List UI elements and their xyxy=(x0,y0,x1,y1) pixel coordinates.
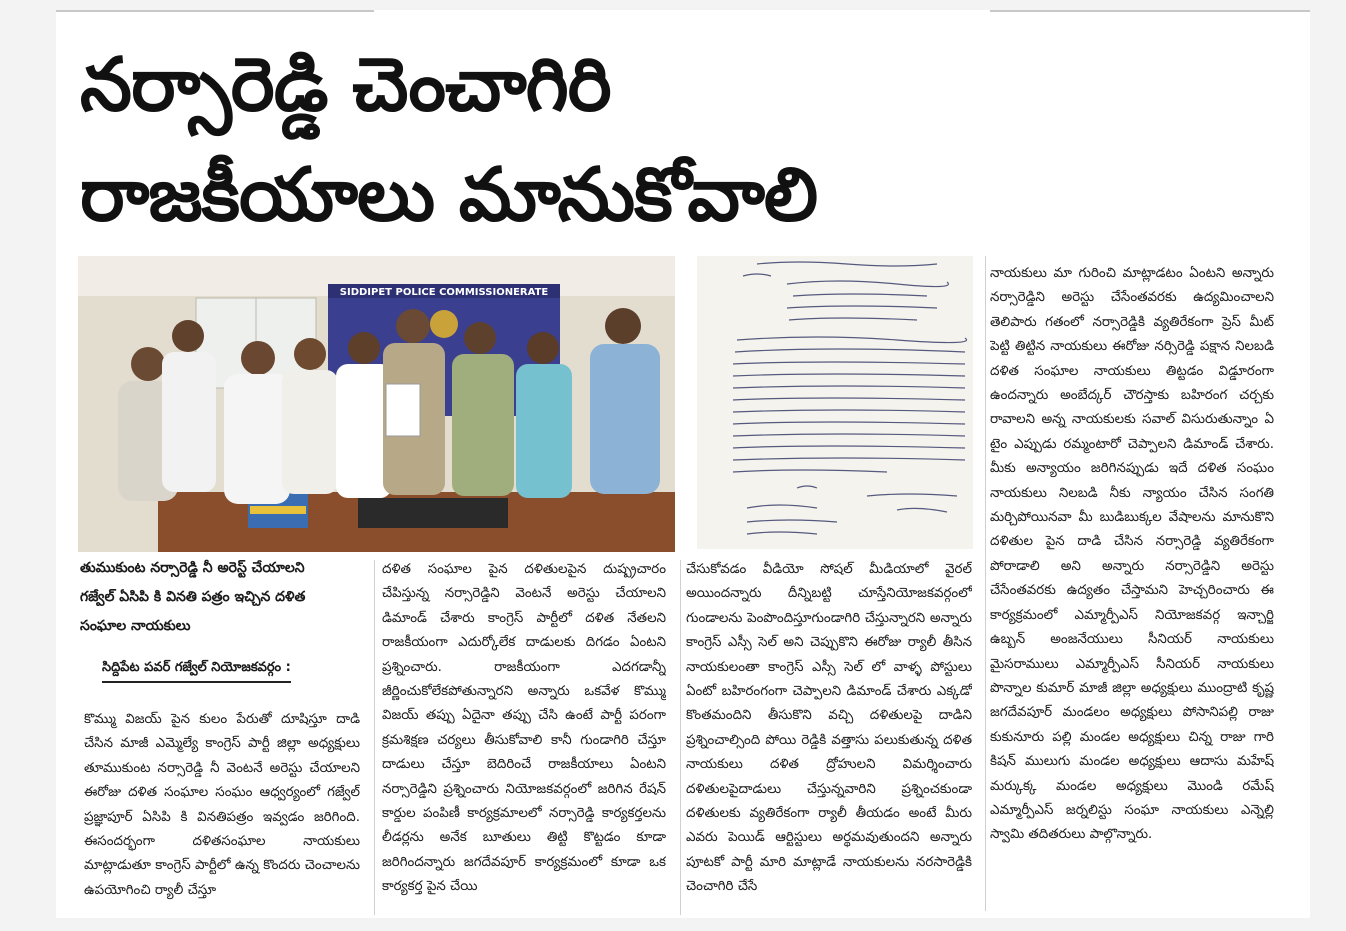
article-column-4-text: నాయకులు మా గురించి మాట్లాడటం ఏంటని అన్నారు నర్సారెడ్డిని అరెస్టు చేసేంతవరకు ఉద్యమించాలని తెలిపారు గతంలో నర్సారెడ్డికి వ్యతిరేకంగా ప్రెస్ మీట్ పెట్టి తిట్టిన నాయకులు ఈరోజు నర్సిరెడ్డి పక్షాన నిలబడి దళిత సంఘాల నాయకులు తిట్టడం విడ్డూరంగా ఉందన్నారు అంబేద్కర్ చౌరస్తాకు బహిరంగ చర్చకు రావాలని అన్న నాయకులకు సవాల్ విసురుతున్నాం ఏ టైం ఎప్పుడు రమ్మంటారో చెప్పాలని డిమాండ్ చేశారు. మీకు అన్యాయం జరిగినప్పుడు ఇదే దళిత సంఘం నాయకులు నిలబడి నీకు న్యాయం చేసిన సంగతి మర్చిపోయినవా మీ బుడిబుక్కల వేషాలను మానుకొని దళితుల పైన దాడి చేసిన నర్సారెడ్డి వ్యతిరేకంగా పోరాడాలి అని అన్నారు నర్సారెడ్డిని అరెస్టు చేసేంతవరకు ఉద్యతం చేస్తామని హెచ్చరించారు ఈ కార్యక్రమంలో ఎమ్మార్పీఎస్ నియోజకవర్గ ఇన్చార్జి ఉబ్బన్ అంజనేయులు సీనియర్ నాయకులు మైసరాములు ఎమ్మార్పీఎస్ సీనియర్ నాయకులు పొన్నాల కుమార్ మాజీ జిల్లా అధ్యక్షులు ముంద్రాటి కృష్ణ జగదేవపూర్ మండలం అధ్యక్షులు పోసానిపల్లి రాజు కుకునూరు పల్లి మండల అధ్యక్షులు చిన్న రాజు గారి కిషన్ ములుగు మండల అధ్యక్షులు ఆదాసు మహేష్ మర్కుక్క మండల అధ్యక్షులు మొండి రమేష్ ఎమ్మార్పీఎస్ జర్నలిస్టు సంఘా నాయకులు ఎన్నెల్లి స్వామి తదితరులు పాల్గొన్నారు. xyxy=(990,266,1274,843)
headline-line-1: నర్సారెడ్డి చెంచాగిరి xyxy=(80,42,611,128)
column-divider-1 xyxy=(374,560,375,915)
article-column-2 xyxy=(382,558,666,918)
column-divider-3 xyxy=(985,256,986,911)
group-photo xyxy=(78,256,675,552)
article-column-3 xyxy=(686,558,972,918)
article-column-3-text: చేసుకోవడం వీడియో సోషల్ మీడియాలో వైరల్ అయిందన్నారు దీన్నిబట్టి చూస్తేనియోజకవర్గంలో గుండాలను పెంపొందిస్తూగుండాగిరి చేస్తున్నారని అన్నారు కాంగ్రెస్ ఎస్సీ సెల్ అని చెప్పుకొని ఈరోజు ర్యాలీ తీసిన నాయకులంతా కాంగ్రెస్ ఎస్సీ సెల్ లో వాళ్ళ పోస్టులు ఏంటో బహిరంగంగా చెప్పాలని డిమాండ్ చేశారు ఎక్కడో కొంతమందిని తీసుకొని వచ్చి దళితులపై దాడిని ప్రశ్నించాల్సింది పోయి రెడ్డికి వత్తాసు పలుకుతున్న దళిత నాయకులు దళిత ద్రోహులని విమర్శించారు దళితులపైదాడులు చేస్తున్నవారిని ప్రశ్నించకుండా దళితులకు వ్యతిరేకంగా ర్యాలీ తీయడం అంటే మీరు ఎవరు పెయిడ్ ఆర్టిస్టులు అర్థమవుతుందని అన్నారు పూటకో పార్టీ మారి మాట్లాడే నాయకులను నరసారెడ్డికి చెంచాగిరి చేసే xyxy=(686,562,972,895)
handwritten-letter-photo xyxy=(697,256,973,549)
article-column-1 xyxy=(84,708,360,918)
backdrop-banner-text: SIDDIPET POLICE COMMISSIONERATE xyxy=(339,287,549,298)
column-divider-2 xyxy=(680,560,681,915)
article-column-1-text: కొమ్ము విజయ్ పైన కులం పేరుతో దూషిస్తూ దాడి చేసిన మాజీ ఎమ్మెల్యే కాంగ్రెస్ పార్టీ జిల్లా అధ్యక్షులు తూముకుంట నర్సారెడ్డి నీ వెంటనే అరెస్టు చేయాలని ఈరోజు దళిత సంఘాల సంఘం ఆధ్వర్యంలో గజ్వేల్ ప్రజ్ఞాపూర్ ఏసిపి కి వినతిపత్రం ఇవ్వడం జరిగింది. ఈసందర్భంగా దళితసంఘాల నాయకులు మాట్లాడుతూ కాంగ్రెస్ పార్టీలో ఉన్న కొందరు చెంచాలను ఉపయోగించి ర్యాలీ చేస్తూ xyxy=(84,712,360,898)
top-rule-right xyxy=(990,10,1310,12)
article-column-4 xyxy=(990,262,1274,912)
article-column-2-text: దళిత సంఘాల పైన దళితులపైన దుష్ప్రచారం చేపిస్తున్న నర్సారెడ్డిని వెంటనే అరెస్టు చేయాలని డిమాండ్ చేశారు కాంగ్రెస్ పార్టీలో దళిత నేతలని రాజకీయంగా ఎదుర్కోలేక దాడులకు దిగడం ఏంటని ప్రశ్నించారు. రాజకీయంగా ఎదగడాన్నీ జీర్ణించుకోలేకపోతున్నారని అన్నారు ఒకవేళ కొమ్ము విజయ్ తప్పు ఏదైనా తప్పు చేసి ఉంటే పార్టీ పరంగా క్రమశిక్షణ చర్యలు తీసుకోవాలి కానీ గుండాగిరి చేస్తూ దాడులు చేస్తూ బెదిరించే రాజకీయాలు ఏంటని నర్సారెడ్డిని ప్రశ్నించారు నియోజకవర్గంలో జరిగిన రేషన్ కార్డుల పంపిణీ కార్యక్రమాలలో నర్సారెడ్డి కార్యకర్తలను లీడర్లను అనేక బూతులు తిట్టి కొట్టడం కూడా జరిగిందన్నారు జగదేవపూర్ కార్యక్రమంలో కూడా ఒక కార్యకర్త పైన చేయి xyxy=(382,562,666,895)
top-rule-left xyxy=(56,10,374,12)
photo-caption: తుముకుంట నర్సారెడ్డి నీ అరెస్ట్ చేయాలని గజ్వేల్ ఏసిపి కి వినతి పత్రం ఇచ్చిన దళిత సంఘాల నాయకులు xyxy=(80,560,306,634)
headline-line-2: రాజకీయాలు మానుకోవాలి xyxy=(80,152,818,238)
dateline: సిద్దిపేట పవర్ గజ్వేల్ నియోజకవర్గం : xyxy=(102,660,291,683)
